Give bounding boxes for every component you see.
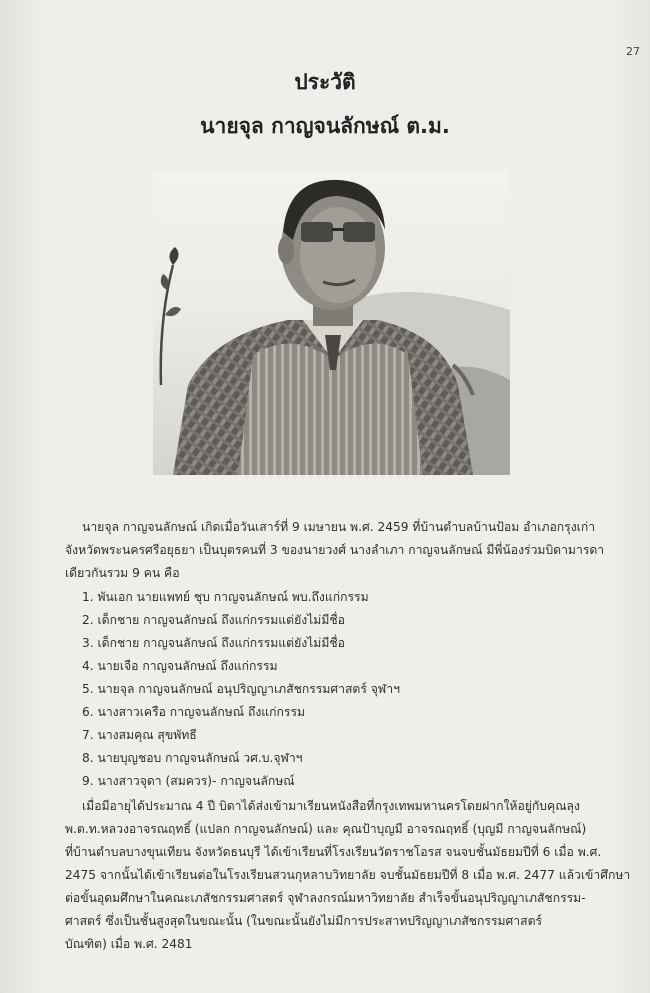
portrait-image xyxy=(153,170,510,475)
paragraph-line: ต่อขั้นอุดมศึกษาในคณะเภสัชกรรมศาสตร์ จุฬาลงกรณ์มหาวิทยาลัย สำเร็จขั้นอนุปริญญาเภสัชกรรม- xyxy=(65,891,586,905)
paragraph-line: เดียวกันรวม 9 คน คือ xyxy=(65,566,180,580)
paragraph-line: เมื่อมีอายุได้ประมาณ 4 ปี บิดาได้ส่งเข้ามาเรียนหนังสือที่กรุงเทพมหานครโดยฝากให้อยู่กับคุณลุง xyxy=(82,799,580,813)
list-item: 8. นายบุญชอบ กาญจนลักษณ์ วศ.บ.จุฬาฯ xyxy=(82,751,303,765)
page-number: 27 xyxy=(626,45,640,58)
portrait-photo xyxy=(153,170,510,475)
list-item: 2. เด็กชาย กาญจนลักษณ์ ถึงแก่กรรมแต่ยังไม่มีชื่อ xyxy=(82,613,345,627)
list-item: 6. นางสาวเครือ กาญจนลักษณ์ ถึงแก่กรรม xyxy=(82,705,306,719)
list-item: 5. นายจุล กาญจนลักษณ์ อนุปริญญาเภสัชกรรมศาสตร์ จุฬาฯ xyxy=(82,682,400,696)
list-item: 7. นางสมคุณ สุขพัทธี xyxy=(82,728,197,742)
list-item: 4. นายเจือ กาญจนลักษณ์ ถึงแก่กรรม xyxy=(82,659,278,673)
list-item: 1. พันเอก นายแพทย์ ชุบ กาญจนลักษณ์ พบ.ถึงแก่กรรม xyxy=(82,590,369,604)
list-item: 3. เด็กชาย กาญจนลักษณ์ ถึงแก่กรรมแต่ยังไม่มีชื่อ xyxy=(82,636,345,650)
paragraph-line: จังหวัดพระนครศรีอยุธยา เป็นบุตรคนที่ 3 ของนายวงศ์ นางลำเภา กาญจนลักษณ์ มีพี่น้องร่วมบิดามารดา xyxy=(65,543,605,557)
paragraph-line: บัณฑิต) เมื่อ พ.ศ. 2481 xyxy=(65,937,193,951)
paragraph-line: ที่บ้านตำบลบางขุนเทียน จังหวัดธนบุรี ได้เข้าเรียนที่โรงเรียนวัดราชโอรส จนจบชั้นมัธยมปีที่ 6 เมื่อ พ.ศ. xyxy=(65,845,602,859)
paragraph-line: พ.ต.ท.หลวงอาจรณฤทธิ์ (แปลก กาญจนลักษณ์) และ คุณป้าบุญมี อาจรณฤทธิ์ (บุญมี กาญจนลักษณ์) xyxy=(65,822,587,836)
paragraph-line: 2475 จากนั้นได้เข้าเรียนต่อในโรงเรียนสวนกุหลาบวิทยาลัย จบชั้นมัธยมปีที่ 8 เมื่อ พ.ศ. 2477 แล้วเข้าศึกษา xyxy=(65,868,631,882)
list-item: 9. นางสาวจุดา (สมควร)- กาญจนลักษณ์ xyxy=(82,774,295,788)
paragraph-line: นายจุล กาญจนลักษณ์ เกิดเมื่อวันเสาร์ที่ 9 เมษายน พ.ศ. 2459 ที่บ้านตำบลบ้านป้อม อำเภอกรุงเก่า xyxy=(82,520,596,534)
page-title: ประวัติ xyxy=(294,70,356,94)
page-subtitle: นายจุล กาญจนลักษณ์ ต.ม. xyxy=(200,114,450,138)
paragraph-line: ศาสตร์ ซึ่งเป็นชั้นสูงสุดในขณะนั้น (ในขณะนั้นยังไม่มีการประสาทปริญญาเภสัชกรรมศาสตร์ xyxy=(65,914,543,928)
